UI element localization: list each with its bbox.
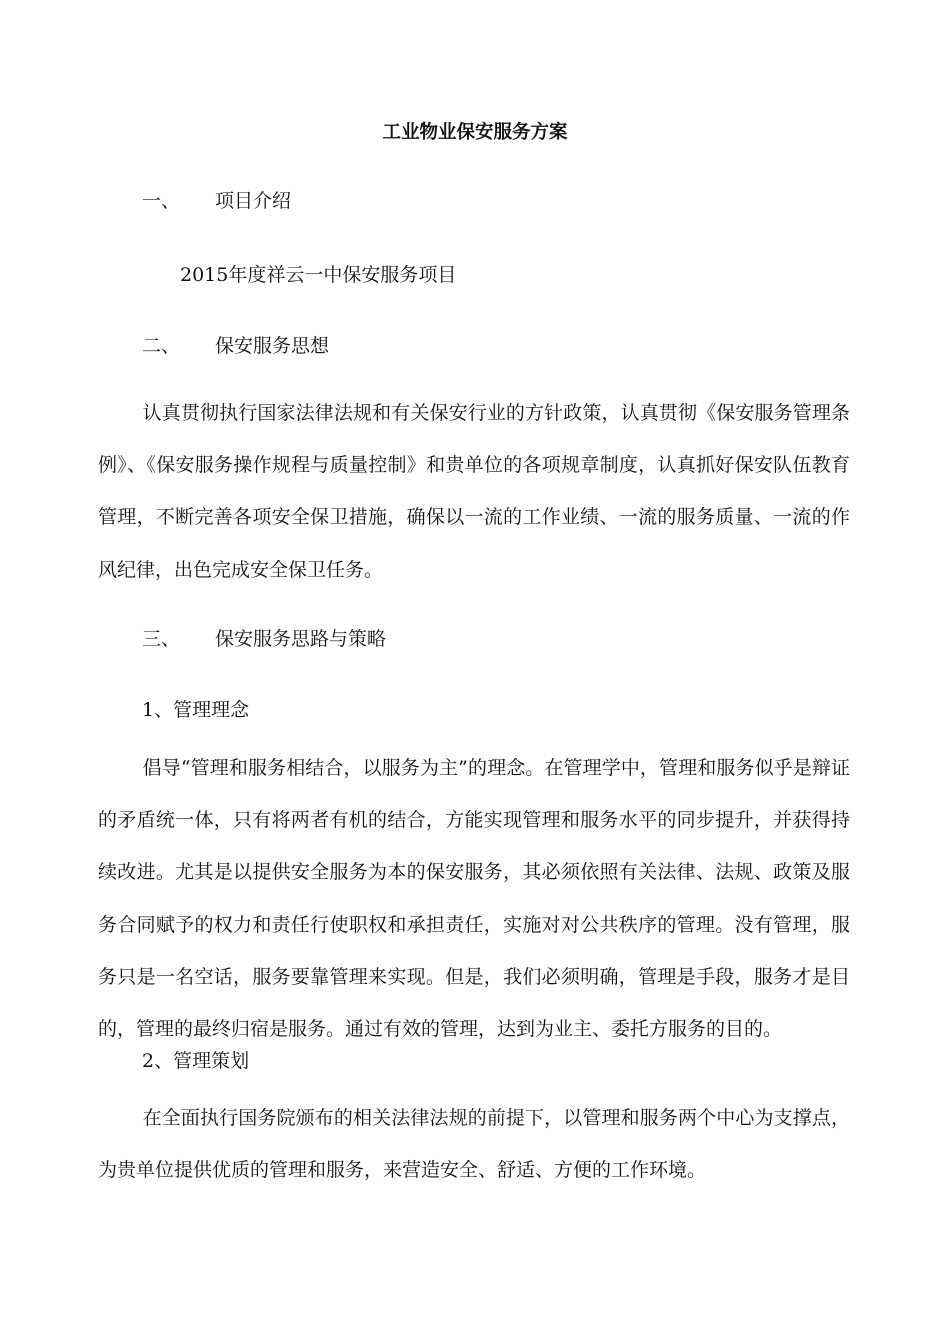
document-title: 工业物业保安服务方案 [382,122,568,143]
section-heading-3 [142,624,386,651]
section-title: 保安服务思路与策略 [215,628,387,650]
section-number: 二、 [142,335,181,357]
section-heading-1 [142,186,291,213]
section-number: 一、 [142,190,181,212]
project-name-text: 2015年度祥云一中保安服务项目 [180,264,457,286]
subsection-heading-management-concept: 1、管理理念 [142,699,250,721]
section-number: 三、 [142,628,181,650]
section-title: 项目介绍 [215,190,292,212]
section-heading-2 [142,331,329,358]
subsection-heading-management-planning: 2、管理策划 [142,1050,250,1072]
management-concept-paragraph: 倡导“管理和服务相结合，以服务为主”的理念。在管理学中，管理和服务似乎是辩证的矛盾统一体，只有将两者有机的结合，方能实现管理和服务水平的同步提升，并获得持续改进。尤其是以提供安全服务为本的保安服务，其必须依照有关法律、法规、政策及服务合同赋予的权力和责任行使职权和承担责任，实施对对公共秩序的管理。没有管理，服务只是一名空话，服务要靠管理来实现。但是，我们必须明确，管理是手段，服务才是目的，管理的最终归宿是服务。通过有效的管理，达到为业主、委托方服务的目的。 [98,757,850,1041]
management-planning-paragraph: 在全面执行国务院颁布的相关法律法规的前提下，以管理和服务两个中心为支撑点，为贵单位提供优质的管理和服务，来营造安全、舒适、方便的工作环境。 [98,1107,850,1182]
service-philosophy-paragraph: 认真贯彻执行国家法律法规和有关保安行业的方针政策，认真贯彻《保安服务管理条例》、《保安服务操作规程与质量控制》和贵单位的各项规章制度，认真抓好保安队伍教育管理，不断完善各项安全保卫措施，确保以一流的工作业绩、一流的服务质量、一流的作风纪律，出色完成安全保卫任务。 [98,402,850,581]
section-title: 保安服务思想 [215,335,330,357]
